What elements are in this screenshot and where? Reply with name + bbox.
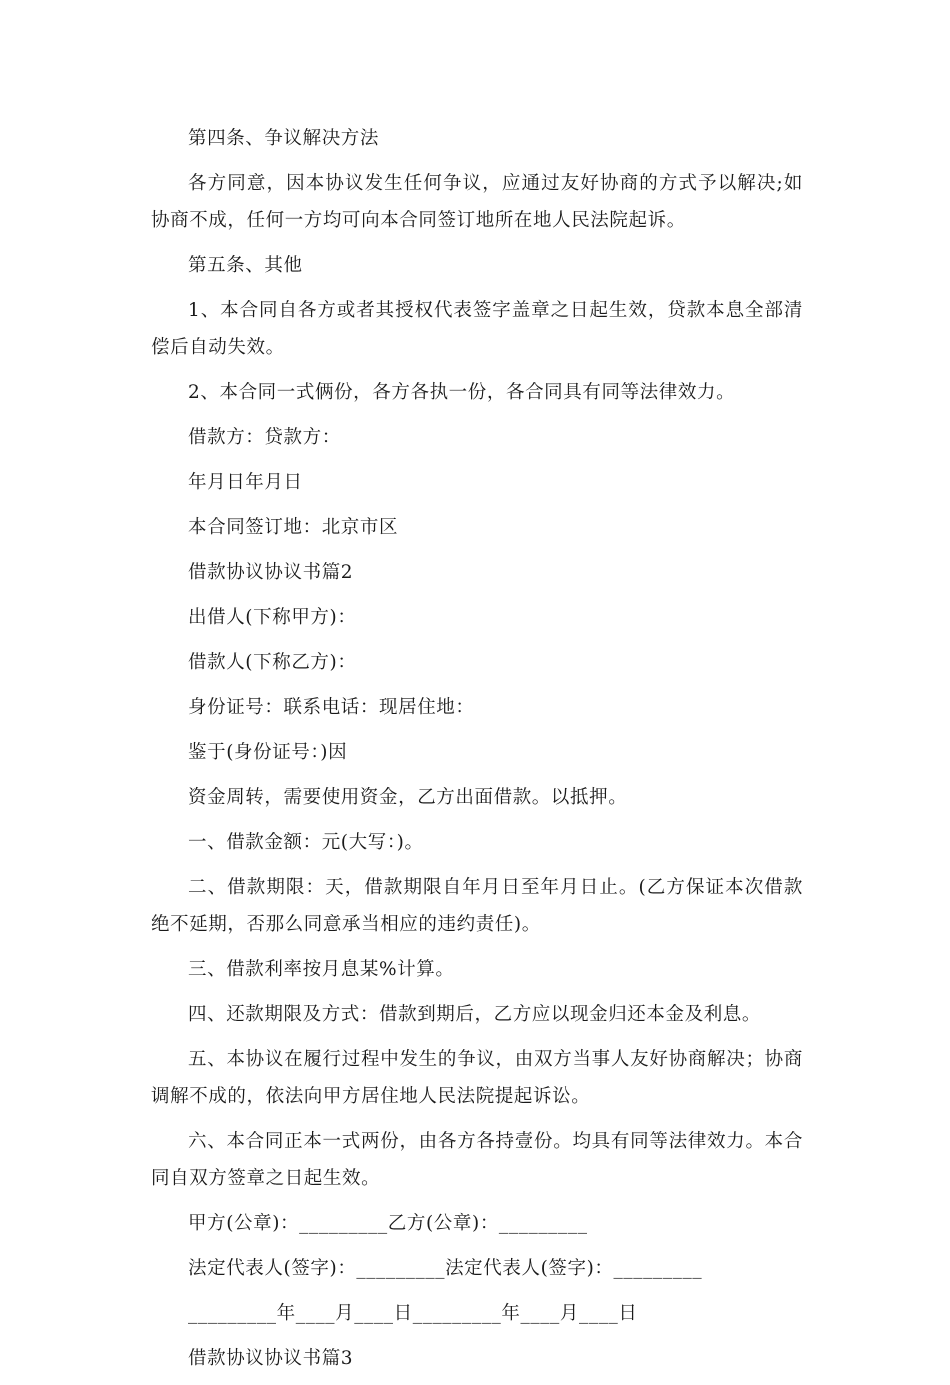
clause-dispute: 五、本协议在履行过程中发生的争议，由双方当事人友好协商解决；协商调解不成的，依法向甲方居住地人民法院提起诉讼。 xyxy=(151,1049,803,1107)
article-heading: 第五条、其他 xyxy=(188,255,303,276)
body-paragraph: 各方同意，因本协议发生任何争议，应通过友好协商的方式予以解决;如协商不成，任何一方均可向本合同签订地所在地人民法院起诉。 xyxy=(151,173,803,231)
body-paragraph: 鉴于(身份证号：)因 xyxy=(188,742,348,763)
date-blank-line: _________年____月____日_________年____月____日 xyxy=(188,1303,638,1324)
borrower-line: 借款人(下称乙方)： xyxy=(188,652,357,673)
clause-repayment: 四、还款期限及方式：借款到期后，乙方应以现金归还本金及利息。 xyxy=(188,1004,762,1025)
body-paragraph: 2、本合同一式俩份，各方各执一份，各合同具有同等法律效力。 xyxy=(188,382,736,403)
seal-line: 甲方(公章)：_________乙方(公章)：_________ xyxy=(188,1213,588,1234)
section-title: 借款协议协议书篇2 xyxy=(188,562,354,583)
clause-copies: 六、本合同正本一式两份，由各方各持壹份。均具有同等法律效力。本合同自双方签章之日起生效。 xyxy=(151,1131,803,1189)
clause-term: 二、借款期限：天，借款期限自年月日至年月日止。(乙方保证本次借款绝不延期，否那么同意承当相应的违约责任)。 xyxy=(151,877,803,935)
clause-amount: 一、借款金额：元(大写：)。 xyxy=(188,832,424,853)
date-line: 年月日年月日 xyxy=(188,472,303,493)
signature-line: 借款方：贷款方： xyxy=(188,427,341,448)
signing-place: 本合同签订地：北京市区 xyxy=(188,517,399,538)
id-contact-line: 身份证号：联系电话：现居住地： xyxy=(188,697,475,718)
representative-line: 法定代表人(签字)：_________法定代表人(签字)：_________ xyxy=(188,1258,703,1279)
body-paragraph: 1、本合同自各方或者其授权代表签字盖章之日起生效，贷款本息全部清偿后自动失效。 xyxy=(151,300,803,358)
section-title: 借款协议协议书篇3 xyxy=(188,1348,354,1369)
article-heading: 第四条、争议解决方法 xyxy=(188,128,380,149)
document-page xyxy=(151,120,803,1385)
clause-interest: 三、借款利率按月息某%计算。 xyxy=(188,959,455,980)
lender-line: 出借人(下称甲方)： xyxy=(188,607,357,628)
body-paragraph: 资金周转，需要使用资金，乙方出面借款。以抵押。 xyxy=(188,787,628,808)
